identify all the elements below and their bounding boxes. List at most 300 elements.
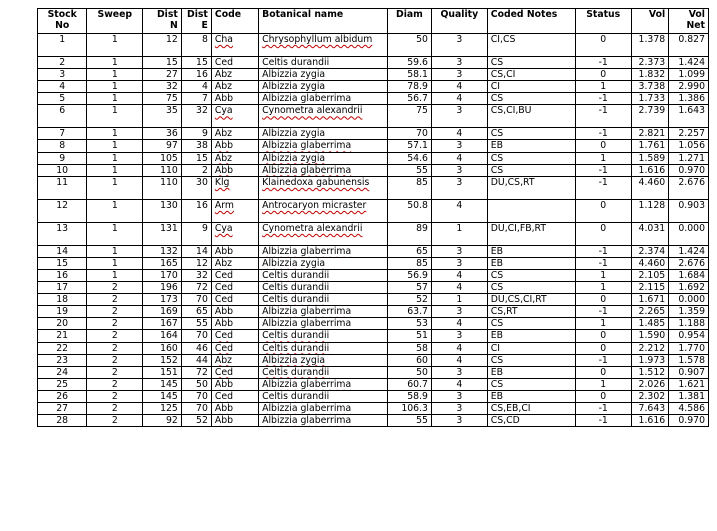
botanical-name-text: Albizzia glaberrima xyxy=(262,318,352,330)
cell-status: -1 xyxy=(575,306,631,318)
cell-dist-e: 4 xyxy=(181,81,211,93)
cell-dist-e: 70 xyxy=(181,294,211,306)
cell-dist-e: 32 xyxy=(181,105,211,128)
cell-status: -1 xyxy=(575,57,631,69)
botanical-name-text: Albizzia glaberrima xyxy=(262,140,352,152)
cell-vol: 2.302 xyxy=(631,390,669,402)
cell-dist-n: 36 xyxy=(143,128,182,140)
cell-dist-n: 92 xyxy=(143,415,182,427)
cell-diam: 55 xyxy=(387,164,431,176)
cell-quality: 3 xyxy=(431,164,487,176)
cell-botanical-name xyxy=(259,245,388,257)
cell-vol-net: 1.381 xyxy=(669,390,709,402)
cell-coded-notes: CS,CD xyxy=(487,415,575,427)
cell-sweep: 2 xyxy=(87,294,143,306)
cell-dist-e: 70 xyxy=(181,402,211,414)
cell-vol: 1.512 xyxy=(631,366,669,378)
cell-sweep: 2 xyxy=(87,390,143,402)
cell-vol: 2.115 xyxy=(631,282,669,294)
cell-sweep: 2 xyxy=(87,415,143,427)
cell-botanical-name xyxy=(259,415,388,427)
cell-vol-net: 0.000 xyxy=(669,222,709,245)
cell-dist-e: 65 xyxy=(181,306,211,318)
cell-coded-notes: CS xyxy=(487,378,575,390)
cell-diam: 50 xyxy=(387,34,431,57)
cell-diam: 58.1 xyxy=(387,69,431,81)
cell-quality: 4 xyxy=(431,199,487,222)
cell-coded-notes: CI,CS xyxy=(487,34,575,57)
table-row xyxy=(38,342,709,354)
cell-quality: 4 xyxy=(431,81,487,93)
botanical-name-text: Albizzia glaberrima xyxy=(262,306,352,318)
table-row xyxy=(38,354,709,366)
cell-sweep: 1 xyxy=(87,69,143,81)
cell-quality: 3 xyxy=(431,57,487,69)
cell-code: Abb xyxy=(211,245,258,257)
cell-sweep: 2 xyxy=(87,318,143,330)
botanical-name-text: Albizzia zygia xyxy=(262,354,326,366)
cell-code: Abz xyxy=(211,81,258,93)
cell-dist-n: 32 xyxy=(143,81,182,93)
cell-sweep: 1 xyxy=(87,128,143,140)
cell-stock-no: 11 xyxy=(38,176,87,199)
cell-dist-e: 9 xyxy=(181,222,211,245)
cell-coded-notes: EB xyxy=(487,257,575,269)
cell-diam: 58 xyxy=(387,342,431,354)
cell-dist-e: 72 xyxy=(181,282,211,294)
cell-quality: 4 xyxy=(431,152,487,164)
cell-dist-n: 131 xyxy=(143,222,182,245)
cell-dist-n: 169 xyxy=(143,306,182,318)
header-stock-no: Stock No xyxy=(38,9,87,34)
cell-status: 0 xyxy=(575,366,631,378)
cell-diam: 56.9 xyxy=(387,269,431,281)
cell-dist-e: 2 xyxy=(181,164,211,176)
cell-status: -1 xyxy=(575,415,631,427)
cell-dist-n: 97 xyxy=(143,140,182,152)
cell-code: Cha xyxy=(211,34,258,57)
cell-quality: 4 xyxy=(431,269,487,281)
table-row xyxy=(38,152,709,164)
cell-coded-notes: DU,CS,RT xyxy=(487,176,575,199)
cell-status: -1 xyxy=(575,402,631,414)
cell-vol-net: 1.692 xyxy=(669,282,709,294)
cell-code: Ced xyxy=(211,366,258,378)
cell-code: Abb xyxy=(211,318,258,330)
cell-status: 1 xyxy=(575,152,631,164)
cell-dist-e: 72 xyxy=(181,366,211,378)
table-row xyxy=(38,318,709,330)
cell-coded-notes: DU,CS,CI,RT xyxy=(487,294,575,306)
cell-vol: 2.739 xyxy=(631,105,669,128)
cell-coded-notes: CI xyxy=(487,81,575,93)
cell-coded-notes: CS,EB,CI xyxy=(487,402,575,414)
cell-vol: 1.973 xyxy=(631,354,669,366)
cell-botanical-name xyxy=(259,257,388,269)
botanical-name-text: Klainedoxa gabunensis xyxy=(262,176,370,188)
cell-dist-e: 9 xyxy=(181,128,211,140)
table-row xyxy=(38,257,709,269)
cell-dist-e: 46 xyxy=(181,342,211,354)
cell-vol-net: 1.188 xyxy=(669,318,709,330)
cell-diam: 50.8 xyxy=(387,199,431,222)
cell-diam: 70 xyxy=(387,128,431,140)
cell-coded-notes: CS,CI xyxy=(487,69,575,81)
table-row xyxy=(38,390,709,402)
cell-diam: 63.7 xyxy=(387,306,431,318)
cell-status: 0 xyxy=(575,140,631,152)
cell-sweep: 1 xyxy=(87,34,143,57)
cell-status: 0 xyxy=(575,69,631,81)
header-coded-notes: Coded Notes xyxy=(487,9,575,34)
cell-code: Abb xyxy=(211,164,258,176)
header-vol: Vol xyxy=(631,9,669,34)
cell-dist-n: 12 xyxy=(143,34,182,57)
cell-diam: 50 xyxy=(387,366,431,378)
cell-vol: 2.374 xyxy=(631,245,669,257)
cell-botanical-name xyxy=(259,222,388,245)
table-row xyxy=(38,402,709,414)
cell-stock-no: 25 xyxy=(38,378,87,390)
cell-quality: 3 xyxy=(431,176,487,199)
cell-dist-e: 16 xyxy=(181,199,211,222)
botanical-name-text: Albizzia zygia xyxy=(262,81,326,93)
header-sweep: Sweep xyxy=(87,9,143,34)
cell-quality: 3 xyxy=(431,402,487,414)
cell-dist-n: 196 xyxy=(143,282,182,294)
table-row xyxy=(38,128,709,140)
cell-stock-no: 1 xyxy=(38,34,87,57)
cell-coded-notes: CS xyxy=(487,57,575,69)
header-diam: Diam xyxy=(387,9,431,34)
table-row xyxy=(38,164,709,176)
table-row xyxy=(38,93,709,105)
cell-dist-e: 7 xyxy=(181,93,211,105)
cell-vol-net: 1.643 xyxy=(669,105,709,128)
cell-vol: 1.589 xyxy=(631,152,669,164)
cell-coded-notes: DU,CI,FB,RT xyxy=(487,222,575,245)
cell-botanical-name xyxy=(259,140,388,152)
table-row xyxy=(38,105,709,128)
botanical-name-text: Celtis durandii xyxy=(262,294,330,306)
table-row xyxy=(38,366,709,378)
cell-quality: 4 xyxy=(431,378,487,390)
cell-dist-e: 55 xyxy=(181,318,211,330)
cell-botanical-name xyxy=(259,152,388,164)
cell-dist-e: 12 xyxy=(181,257,211,269)
cell-code: Abb xyxy=(211,402,258,414)
cell-status: 1 xyxy=(575,378,631,390)
botanical-name-text: Celtis durandii xyxy=(262,342,330,354)
cell-code: Abb xyxy=(211,140,258,152)
cell-dist-e: 32 xyxy=(181,269,211,281)
cell-coded-notes: CS xyxy=(487,269,575,281)
botanical-name-text: Albizzia glaberrima xyxy=(262,245,352,257)
cell-status: -1 xyxy=(575,105,631,128)
cell-vol: 4.460 xyxy=(631,176,669,199)
cell-sweep: 1 xyxy=(87,199,143,222)
cell-status: 0 xyxy=(575,330,631,342)
header-botanical-name: Botanical name xyxy=(259,9,388,34)
cell-dist-n: 130 xyxy=(143,199,182,222)
cell-quality: 3 xyxy=(431,306,487,318)
cell-vol: 1.378 xyxy=(631,34,669,57)
header-row xyxy=(38,9,709,34)
header-dist-n: Dist N xyxy=(143,9,182,34)
cell-vol-net: 1.578 xyxy=(669,354,709,366)
cell-status: -1 xyxy=(575,93,631,105)
cell-botanical-name xyxy=(259,81,388,93)
cell-stock-no: 4 xyxy=(38,81,87,93)
cell-stock-no: 14 xyxy=(38,245,87,257)
cell-vol: 2.105 xyxy=(631,269,669,281)
cell-stock-no: 17 xyxy=(38,282,87,294)
cell-botanical-name xyxy=(259,57,388,69)
cell-dist-n: 164 xyxy=(143,330,182,342)
cell-sweep: 2 xyxy=(87,306,143,318)
cell-vol: 2.265 xyxy=(631,306,669,318)
botanical-name-text: Cynometra alexandrii xyxy=(262,105,363,117)
cell-dist-e: 44 xyxy=(181,354,211,366)
cell-dist-e: 16 xyxy=(181,69,211,81)
cell-coded-notes: CS,RT xyxy=(487,306,575,318)
botanical-name-text: Celtis durandii xyxy=(262,366,330,378)
table-row xyxy=(38,306,709,318)
cell-dist-n: 145 xyxy=(143,378,182,390)
cell-stock-no: 13 xyxy=(38,222,87,245)
cell-code: Abb xyxy=(211,378,258,390)
header-dist-e: Dist E xyxy=(181,9,211,34)
cell-dist-e: 15 xyxy=(181,57,211,69)
cell-coded-notes: EB xyxy=(487,366,575,378)
cell-dist-n: 125 xyxy=(143,402,182,414)
cell-status: 0 xyxy=(575,390,631,402)
cell-coded-notes: CS xyxy=(487,318,575,330)
header-quality: Quality xyxy=(431,9,487,34)
tree-stock-table xyxy=(37,8,709,427)
cell-vol-net: 1.386 xyxy=(669,93,709,105)
cell-quality: 1 xyxy=(431,294,487,306)
cell-sweep: 2 xyxy=(87,402,143,414)
cell-vol: 2.212 xyxy=(631,342,669,354)
cell-dist-e: 70 xyxy=(181,390,211,402)
cell-vol-net: 2.676 xyxy=(669,257,709,269)
botanical-name-text: Albizzia zygia xyxy=(262,152,326,164)
cell-vol-net: 1.099 xyxy=(669,69,709,81)
cell-dist-e: 15 xyxy=(181,152,211,164)
cell-vol-net: 0.000 xyxy=(669,294,709,306)
cell-status: -1 xyxy=(575,354,631,366)
cell-botanical-name xyxy=(259,176,388,199)
cell-coded-notes: EB xyxy=(487,140,575,152)
cell-botanical-name xyxy=(259,354,388,366)
botanical-name-text: Albizzia zygia xyxy=(262,128,326,140)
cell-diam: 75 xyxy=(387,105,431,128)
cell-stock-no: 22 xyxy=(38,342,87,354)
cell-stock-no: 26 xyxy=(38,390,87,402)
cell-quality: 3 xyxy=(431,105,487,128)
cell-botanical-name xyxy=(259,282,388,294)
cell-dist-e: 50 xyxy=(181,378,211,390)
cell-botanical-name xyxy=(259,199,388,222)
cell-dist-e: 8 xyxy=(181,34,211,57)
cell-dist-n: 75 xyxy=(143,93,182,105)
cell-botanical-name xyxy=(259,390,388,402)
cell-sweep: 1 xyxy=(87,57,143,69)
cell-stock-no: 23 xyxy=(38,354,87,366)
cell-code: Abz xyxy=(211,257,258,269)
table-row xyxy=(38,176,709,199)
cell-vol: 2.026 xyxy=(631,378,669,390)
cell-vol-net: 0.827 xyxy=(669,34,709,57)
cell-status: 1 xyxy=(575,81,631,93)
cell-botanical-name xyxy=(259,342,388,354)
cell-status: 0 xyxy=(575,294,631,306)
table-row xyxy=(38,282,709,294)
cell-code: Ced xyxy=(211,57,258,69)
cell-sweep: 1 xyxy=(87,257,143,269)
cell-quality: 3 xyxy=(431,390,487,402)
table-row xyxy=(38,222,709,245)
cell-quality: 3 xyxy=(431,257,487,269)
botanical-name-text: Albizzia zygia xyxy=(262,69,326,81)
cell-diam: 56.7 xyxy=(387,93,431,105)
cell-code: Abz xyxy=(211,354,258,366)
cell-coded-notes: CS xyxy=(487,93,575,105)
cell-botanical-name xyxy=(259,318,388,330)
cell-status: -1 xyxy=(575,164,631,176)
cell-vol: 1.616 xyxy=(631,164,669,176)
cell-stock-no: 21 xyxy=(38,330,87,342)
cell-stock-no: 19 xyxy=(38,306,87,318)
cell-vol-net: 2.990 xyxy=(669,81,709,93)
cell-dist-e: 38 xyxy=(181,140,211,152)
botanical-name-text: Celtis durandii xyxy=(262,390,330,402)
cell-stock-no: 16 xyxy=(38,269,87,281)
cell-sweep: 2 xyxy=(87,378,143,390)
cell-diam: 89 xyxy=(387,222,431,245)
cell-vol: 3.738 xyxy=(631,81,669,93)
cell-stock-no: 24 xyxy=(38,366,87,378)
cell-diam: 54.6 xyxy=(387,152,431,164)
cell-quality: 4 xyxy=(431,354,487,366)
botanical-name-text: Albizzia glaberrima xyxy=(262,378,352,390)
cell-dist-n: 132 xyxy=(143,245,182,257)
cell-sweep: 2 xyxy=(87,342,143,354)
cell-coded-notes: CS xyxy=(487,282,575,294)
botanical-name-text: Celtis durandii xyxy=(262,330,330,342)
cell-sweep: 2 xyxy=(87,282,143,294)
cell-quality: 3 xyxy=(431,415,487,427)
cell-diam: 78.9 xyxy=(387,81,431,93)
cell-vol: 1.761 xyxy=(631,140,669,152)
cell-vol: 2.821 xyxy=(631,128,669,140)
cell-sweep: 1 xyxy=(87,245,143,257)
cell-code: Ced xyxy=(211,294,258,306)
cell-botanical-name xyxy=(259,69,388,81)
cell-sweep: 2 xyxy=(87,366,143,378)
cell-status: -1 xyxy=(575,245,631,257)
cell-stock-no: 15 xyxy=(38,257,87,269)
cell-coded-notes: CS xyxy=(487,164,575,176)
botanical-name-text: Albizzia glaberrima xyxy=(262,402,352,414)
cell-stock-no: 8 xyxy=(38,140,87,152)
cell-dist-n: 15 xyxy=(143,57,182,69)
cell-sweep: 1 xyxy=(87,93,143,105)
header-status: Status xyxy=(575,9,631,34)
cell-quality: 4 xyxy=(431,318,487,330)
cell-sweep: 1 xyxy=(87,105,143,128)
cell-code: Abb xyxy=(211,415,258,427)
cell-sweep: 1 xyxy=(87,140,143,152)
cell-code: Ced xyxy=(211,330,258,342)
botanical-name-text: Albizzia zygia xyxy=(262,257,326,269)
botanical-name-text: Celtis durandii xyxy=(262,269,330,281)
cell-status: -1 xyxy=(575,176,631,199)
cell-botanical-name xyxy=(259,306,388,318)
cell-vol-net: 1.770 xyxy=(669,342,709,354)
cell-vol-net: 0.907 xyxy=(669,366,709,378)
cell-botanical-name xyxy=(259,378,388,390)
cell-quality: 4 xyxy=(431,342,487,354)
cell-vol-net: 0.970 xyxy=(669,415,709,427)
cell-botanical-name xyxy=(259,366,388,378)
cell-quality: 3 xyxy=(431,140,487,152)
cell-vol: 4.031 xyxy=(631,222,669,245)
cell-code: Cya xyxy=(211,222,258,245)
cell-vol: 1.733 xyxy=(631,93,669,105)
cell-diam: 60.7 xyxy=(387,378,431,390)
cell-vol-net: 0.970 xyxy=(669,164,709,176)
cell-stock-no: 9 xyxy=(38,152,87,164)
header-vol-net: Vol Net xyxy=(669,9,709,34)
cell-vol-net: 1.621 xyxy=(669,378,709,390)
botanical-name-text: Albizzia glaberrima xyxy=(262,93,352,105)
cell-sweep: 1 xyxy=(87,164,143,176)
cell-diam: 52 xyxy=(387,294,431,306)
cell-stock-no: 20 xyxy=(38,318,87,330)
cell-vol-net: 2.676 xyxy=(669,176,709,199)
cell-dist-n: 167 xyxy=(143,318,182,330)
cell-diam: 85 xyxy=(387,257,431,269)
cell-sweep: 1 xyxy=(87,176,143,199)
botanical-name-text: Celtis durandii xyxy=(262,57,330,68)
cell-diam: 59.6 xyxy=(387,57,431,69)
table-row xyxy=(38,34,709,57)
cell-code: Ced xyxy=(211,269,258,281)
table-row xyxy=(38,57,709,69)
cell-vol-net: 1.684 xyxy=(669,269,709,281)
cell-sweep: 1 xyxy=(87,81,143,93)
cell-quality: 4 xyxy=(431,128,487,140)
cell-diam: 57.1 xyxy=(387,140,431,152)
cell-diam: 51 xyxy=(387,330,431,342)
cell-stock-no: 2 xyxy=(38,57,87,69)
cell-sweep: 1 xyxy=(87,152,143,164)
cell-quality: 3 xyxy=(431,34,487,57)
cell-dist-n: 110 xyxy=(143,176,182,199)
cell-vol: 1.616 xyxy=(631,415,669,427)
cell-diam: 60 xyxy=(387,354,431,366)
cell-code: Abz xyxy=(211,152,258,164)
cell-coded-notes: EB xyxy=(487,330,575,342)
cell-diam: 58.9 xyxy=(387,390,431,402)
cell-dist-e: 52 xyxy=(181,415,211,427)
cell-botanical-name xyxy=(259,402,388,414)
cell-code: Abb xyxy=(211,306,258,318)
cell-stock-no: 27 xyxy=(38,402,87,414)
cell-code: Cya xyxy=(211,105,258,128)
